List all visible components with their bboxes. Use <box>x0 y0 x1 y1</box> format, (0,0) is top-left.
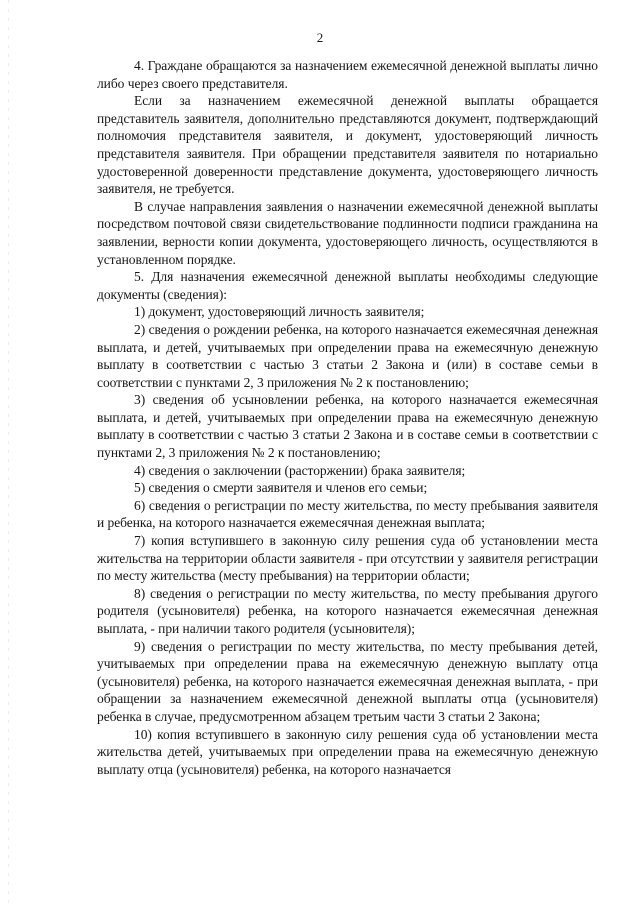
list-item-9: 9) сведения о регистрации по месту жительства, по месту пребывания детей, учитываемых при определении права на ежемесячную денежную выплату отца (усыновителя) ребенка, на которого назначается ежемесячная денежная выплата, - при обращении за назначением ежемесячной денежной выплаты отца (усыновителя) ребенка в случае, предусмотренном абзацем третьим части 3 статьи 2 Закона; <box>97 638 598 724</box>
document-body <box>97 57 598 778</box>
paragraph-4: 4. Граждане обращаются за назначением ежемесячной денежной выплаты лично либо через своего представителя. <box>97 58 598 91</box>
list-item-3: 3) сведения об усыновлении ребенка, на которого назначается ежемесячная выплата, и детей, учитываемых при определении права на ежемесячную денежную выплату в соответствии с частью 3 статьи 2 Закона и в составе семьи в соответствии с пунктами 2, 3 приложения № 2 к постановлению; <box>97 392 598 461</box>
page-number: 2 <box>316 30 324 45</box>
paragraph-representative: Если за назначением ежемесячной денежной выплаты обращается представитель заявителя, дополнительно представляются документ, подтверждающий полномочия представителя заявителя, и документ, удостоверяющий личность представителя заявителя. При обращении представителя заявителя по нотариально удостоверенной доверенности представление документа, удостоверяющего личность заявителя, не требуется. <box>97 93 598 197</box>
scan-edge-mark <box>8 0 9 905</box>
list-item-4: 4) сведения о заключении (расторжении) брака заявителя; <box>134 462 466 478</box>
list-item-8: 8) сведения о регистрации по месту жительства, по месту пребывания другого родителя (усыновителя) ребенка, на которого назначается ежемесячная денежная выплата, - при наличии такого родителя (усыновителя); <box>97 585 598 636</box>
list-item-10: 10) копия вступившего в законную силу решения суда об установлении места жительства детей, учитываемых при определении права на ежемесячную денежную выплату отца (усыновителя) ребенка, на которого назначается <box>97 726 598 777</box>
paragraph-5: 5. Для назначения ежемесячной денежной выплаты необходимы следующие документы (сведения): <box>97 269 598 302</box>
paragraph-postal: В случае направления заявления о назначении ежемесячной денежной выплаты посредством почтовой связи свидетельствование подлинности подписи гражданина на заявлении, верности копии документа, удостоверяющего личность, осуществляются в установленном порядке. <box>97 198 598 267</box>
list-item-1: 1) документ, удостоверяющий личность заявителя; <box>134 304 425 320</box>
list-item-2: 2) сведения о рождении ребенка, на которого назначается ежемесячная денежная выплата, и детей, учитываемых при определении права на ежемесячную денежную выплату в соответствии с частью 3 статьи 2 Закона и (или) в составе семьи в соответствии с пунктами 2, 3 приложения № 2 к постановлению; <box>97 321 598 390</box>
list-item-7: 7) копия вступившего в законную силу решения суда об установлении места жительства на территории области заявителя - при отсутствии у заявителя регистрации по месту жительства (месту пребывания) на территории области; <box>97 533 598 584</box>
list-item-6: 6) сведения о регистрации по месту жительства, по месту пребывания заявителя и ребенка, на которого назначается ежемесячная денежная выплата; <box>97 497 598 531</box>
list-item-5: 5) сведения о смерти заявителя и членов его семьи; <box>134 480 428 496</box>
